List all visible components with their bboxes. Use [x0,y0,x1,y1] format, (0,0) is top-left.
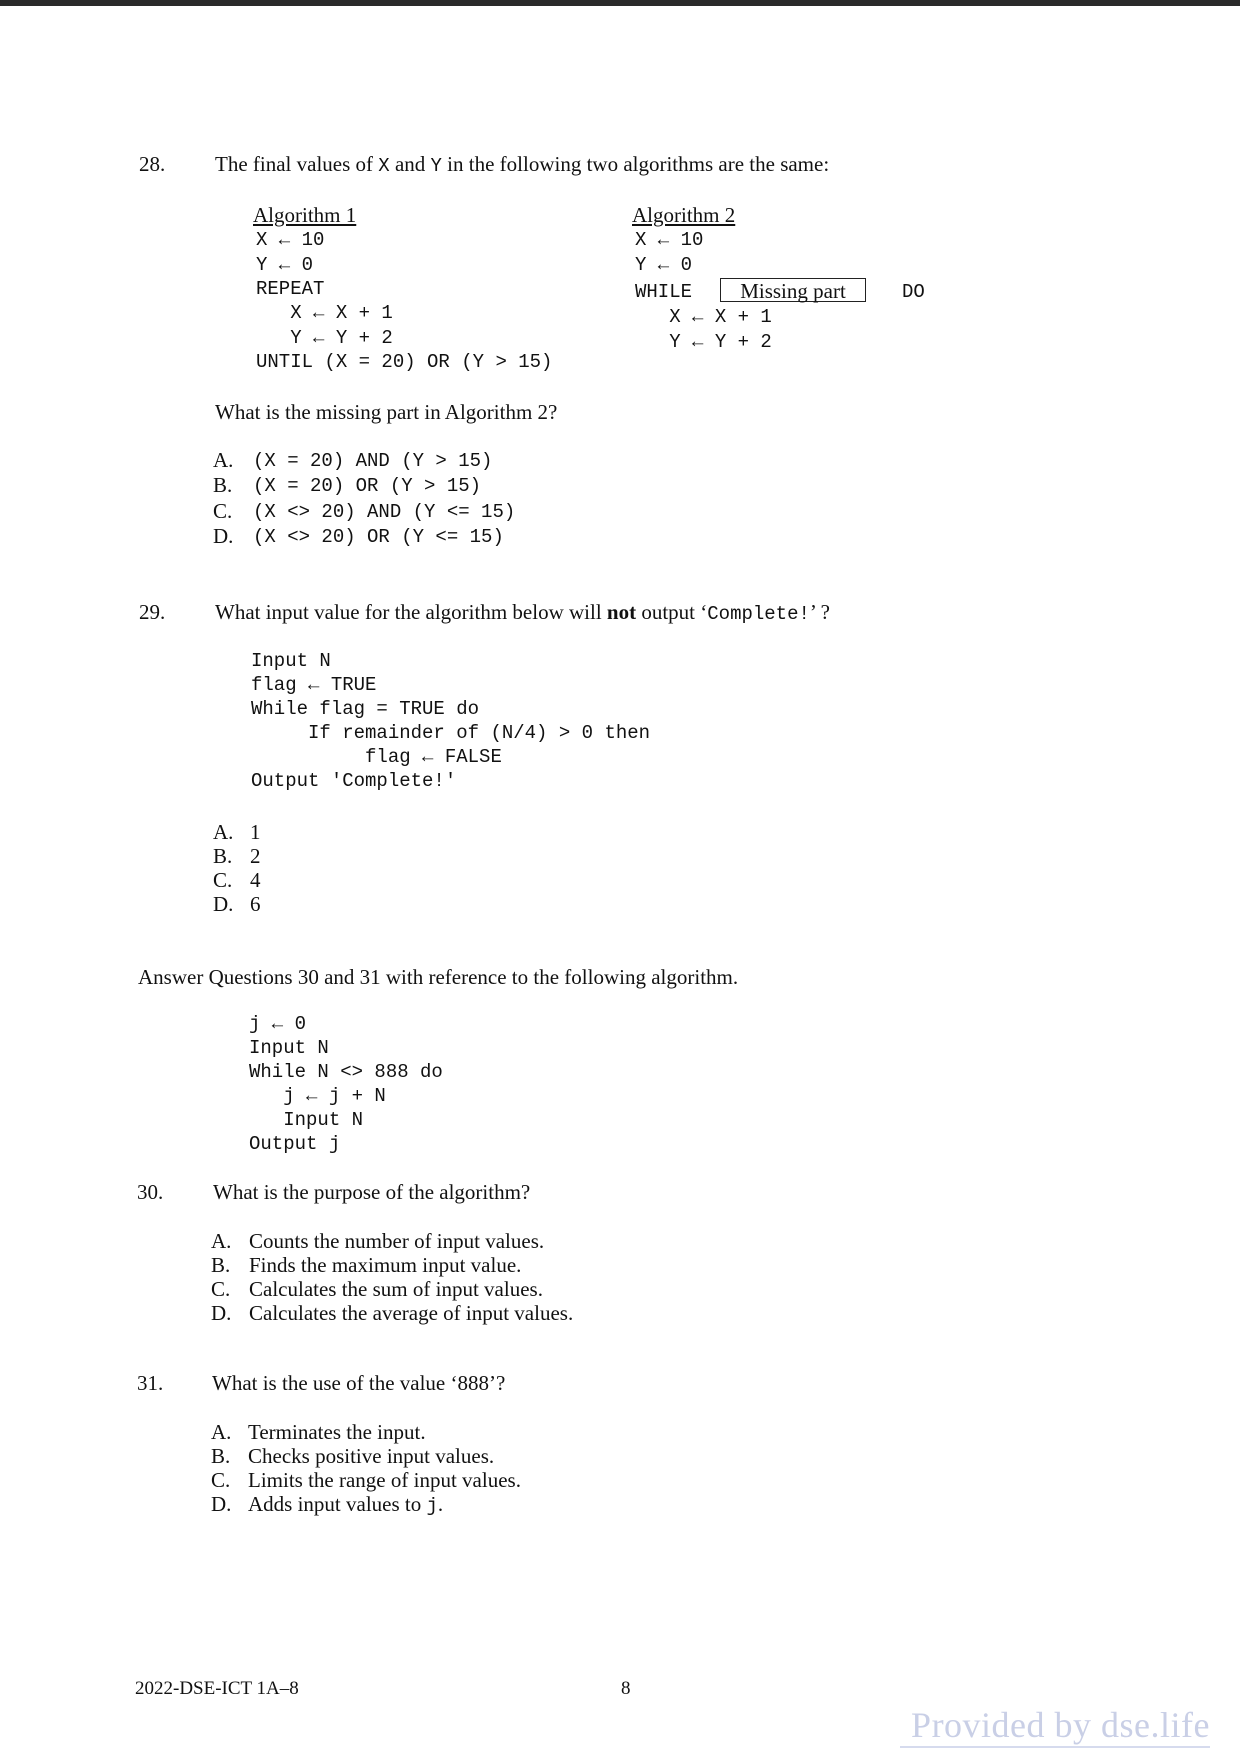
q29-code-line: Input N [251,650,331,672]
alg1-line: UNTIL (X = 20) OR (Y > 15) [256,351,553,373]
question-29-stem [215,600,830,625]
algorithm-1-title: Algorithm 1 [253,203,357,227]
option-code: j [426,1495,438,1517]
alg1-line: Y ← Y + 2 [256,327,393,349]
option-letter: C. [211,1277,231,1301]
top-border [0,0,1240,6]
option-text: (X = 20) AND (Y > 15) [253,450,493,472]
stem-text: output ‘ [641,600,708,624]
option-text: 1 [250,820,261,844]
stem-text: ’ ? [809,600,830,624]
alg2-line: X ← X + 1 [635,306,772,328]
option-letter: A. [211,1420,232,1444]
question-28-prompt: What is the missing part in Algorithm 2? [215,400,558,424]
missing-part-box: Missing part [720,278,866,302]
option-text: Finds the maximum input value. [249,1253,522,1277]
shared-code-line: j ← 0 [249,1013,307,1035]
option-text: Calculates the sum of input values. [249,1277,543,1301]
q29-code-line: If remainder of (N/4) > 0 then [251,722,651,744]
question-31-prompt [212,1371,505,1396]
question-29-number: 29. [139,600,166,624]
stem-code: Complete! [707,603,810,625]
question-30-prompt: What is the purpose of the algorithm? [213,1180,531,1204]
option-text: (X <> 20) AND (Y <= 15) [253,501,516,523]
q29-code-line: flag ← TRUE [251,674,377,696]
option-letter: A. [211,1229,232,1253]
q29-code-line: flag ← FALSE [251,746,502,768]
option-text: 4 [250,868,261,892]
stem-text: in the following two algorithms are the same: [447,152,830,176]
option-text: Counts the number of input values. [249,1229,545,1253]
option-letter: B. [211,1253,231,1277]
watermark-underline [900,1746,1210,1748]
option-letter: D. [211,1301,232,1325]
alg2-line: X ← 10 [635,229,704,251]
option-text: Limits the range of input values. [248,1468,521,1492]
question-28-number: 28. [139,152,166,176]
question-28-stem [215,152,829,177]
option-text-main: Adds input values to [248,1492,422,1516]
option-text: 6 [250,892,261,916]
alg1-line: REPEAT [256,278,325,300]
option-letter: C. [211,1468,231,1492]
option-letter: B. [213,473,233,497]
prompt-value: 888 [457,1371,489,1395]
q29-code-line: While flag = TRUE do [251,698,480,720]
option-letter: B. [213,844,233,868]
alg2-line: Y ← 0 [635,254,693,276]
stem-not: not [606,600,637,624]
prompt-text: ’? [489,1371,506,1395]
shared-code-line: j ← j + N [249,1085,386,1107]
option-text: (X <> 20) OR (Y <= 15) [253,526,504,548]
option-text: (X = 20) OR (Y > 15) [253,475,482,497]
option-letter: A. [213,820,234,844]
question-30-number: 30. [137,1180,164,1204]
option-letter: C. [213,499,233,523]
option-text [248,1492,443,1517]
var-x: X [378,155,390,177]
stem-text: The final values of [215,152,374,176]
option-letter: C. [213,868,233,892]
shared-intro: Answer Questions 30 and 31 with reference to the following algorithm. [138,965,739,989]
option-text: Calculates the average of input values. [249,1301,574,1325]
option-text: Terminates the input. [248,1420,426,1444]
option-letter: D. [213,892,234,916]
option-text: Checks positive input values. [248,1444,495,1468]
var-y: Y [430,155,442,177]
shared-code-line: While N <> 888 do [249,1061,443,1083]
option-tail: . [437,1492,444,1516]
shared-code-line: Input N [249,1037,329,1059]
paper-code: 2022-DSE-ICT 1A–8 [135,1678,299,1699]
option-text: 2 [250,844,261,868]
watermark: Provided by dse.life [911,1705,1210,1745]
alg2-line: WHILE [635,281,693,303]
shared-code-line: Input N [249,1109,364,1131]
option-letter: A. [213,448,234,472]
alg2-line: Y ← Y + 2 [635,331,772,353]
page-number: 8 [621,1678,631,1699]
option-letter: D. [211,1492,232,1516]
option-letter: D. [213,524,234,548]
option-letter: B. [211,1444,231,1468]
alg1-line: Y ← 0 [256,254,314,276]
algorithm-2-title: Algorithm 2 [632,203,736,227]
stem-text: and [394,152,426,176]
alg2-do: DO [902,281,925,303]
shared-code-line: Output j [249,1133,341,1155]
alg1-line: X ← 10 [256,229,325,251]
q29-code-line: Output 'Complete!' [251,770,457,792]
question-31-number: 31. [137,1371,164,1395]
prompt-text: What is the use of the value ‘ [212,1371,458,1395]
stem-text: What input value for the algorithm below will [215,600,602,624]
alg1-line: X ← X + 1 [256,302,393,324]
